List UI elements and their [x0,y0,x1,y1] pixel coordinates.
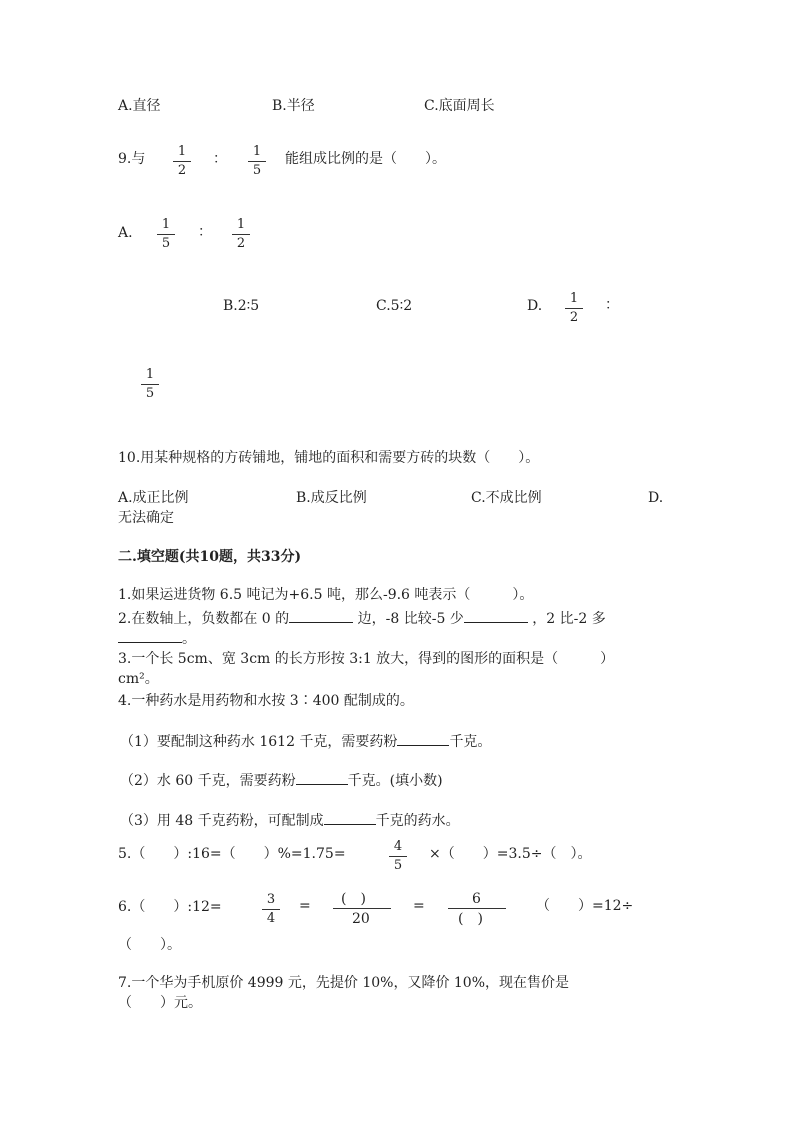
fraction-bar [157,234,175,235]
fill-q2-cont [118,628,196,648]
fill-q6-fraction-3-num: 6 [472,891,481,907]
fraction-bar [333,908,391,909]
q9-suffix: 能组成比例的是（ ）。 [285,151,446,167]
q9-fraction-1 [173,145,191,178]
fill-q6-equals-1: = [299,898,311,914]
fill-q3-unit: cm²。 [118,671,159,687]
fraction-numerator: 1 [177,144,187,159]
fraction-bar [565,308,583,309]
q9-option-a-fraction-1 [157,218,175,251]
fraction-denominator: 2 [569,310,579,325]
text-segment: 。 [182,631,196,647]
text-segment: 千克。 [449,734,492,750]
fraction-numerator: 1 [236,217,246,232]
answer-blank [397,731,449,746]
q10-question: 10.用某种规格的方砖铺地，铺地的面积和需要方砖的块数（ ）。 [118,450,540,466]
q9-option-a-fraction-2 [232,218,250,251]
fill-q6-fraction-2-num: ( ) [341,891,366,907]
fill-q6-fraction-1 [262,893,280,926]
q9-prefix: 9.与 [118,151,146,167]
fraction-numerator: 1 [145,367,155,382]
fill-q3: 3.一个长 5cm、宽 3cm 的长方形按 3:1 放大，得到的图形的面积是（ ） [118,651,615,667]
fill-q5-fraction [389,840,407,873]
q9-option-d-fraction-2 [141,368,159,401]
fill-q5-start: 5.（ ）:16=（ ）%=1.75= [118,846,346,862]
text-segment: （1）要配制这种药水 1612 千克，需要药粉 [120,734,398,750]
fraction-denominator: 4 [266,911,276,926]
q9-fraction-2 [248,145,266,178]
q10-option-d-label: D. [648,490,664,506]
fraction-numerator: 1 [161,217,171,232]
q9-option-d-fraction-1 [565,292,583,325]
fraction-bar [248,161,266,162]
q9-colon: ： [213,151,227,167]
q9-option-d-colon: ： [605,297,619,313]
fraction-denominator: 2 [236,236,246,251]
text-segment: ，2 比-2 多 [527,611,606,627]
answer-blank [296,770,348,785]
fill-q6-cont: （ ）。 [118,937,181,953]
fraction-denominator: 5 [393,858,403,873]
q10-option-a: A.成正比例 [118,490,189,506]
answer-blank [118,628,182,643]
fill-q6-fraction-2-den: 20 [352,911,370,927]
q10-option-c: C.不成比例 [471,490,542,506]
section-title: 二.填空题(共10题，共33分) [118,549,302,565]
fraction-denominator: 5 [161,236,171,251]
fill-q4-part2 [120,770,443,790]
fraction-denominator: 2 [177,163,187,178]
fraction-numerator: 4 [393,839,403,854]
text-segment: （2）水 60 千克，需要药粉 [120,773,296,789]
fraction-numerator: 3 [266,892,276,907]
fraction-bar [141,384,159,385]
answer-blank [289,608,353,623]
text-segment: （3）用 48 千克药粉，可配制成 [120,813,324,829]
fraction-bar [232,234,250,235]
fill-q4-part3 [120,810,460,830]
fraction-bar [389,856,407,857]
q8-option-c: C.底面周长 [424,98,495,114]
fill-q2 [118,608,606,628]
fill-q6-end: （ ）=12÷ [536,898,634,914]
q8-option-b: B.半径 [272,98,315,114]
q9-option-d-label: D. [527,298,543,314]
answer-blank [464,608,528,623]
q10-option-b: B.成反比例 [296,490,367,506]
q9-option-a-colon: ： [198,224,212,240]
fill-q1: 1.如果运进货物 6.5 吨记为+6.5 吨，那么-9.6 吨表示（ ）。 [118,587,534,603]
fraction-bar [173,161,191,162]
q9-option-a-label: A. [118,225,133,241]
fill-q7: 7.一个华为手机原价 4999 元，先提价 10%，又降价 10%，现在售价是 [118,975,570,991]
text-segment: 2.在数轴上，负数都在 0 的 [118,611,290,627]
fraction-numerator: 1 [569,291,579,306]
fraction-bar [448,908,506,909]
fraction-bar [262,909,280,910]
fraction-denominator: 5 [252,163,262,178]
text-segment: 边，-8 比较-5 少 [353,611,464,627]
q9-option-b: B.2∶5 [223,298,260,314]
fill-q6-equals-2: = [413,898,425,914]
fill-q4-part1 [120,731,491,751]
fill-q7-cont: （ ）元。 [118,995,202,1011]
fill-q4: 4.一种药水是用药物和水按 3∶400 配制成的。 [118,693,414,709]
fraction-denominator: 5 [145,386,155,401]
fill-q5-end: ×（ ）=3.5÷（ ）。 [429,846,592,862]
text-segment: 千克。(填小数) [347,773,443,789]
text-segment: 千克的药水。 [375,813,460,829]
q10-option-d-text: 无法确定 [118,510,174,526]
fraction-numerator: 1 [252,144,262,159]
fill-q6-fraction-3-den: ( ) [458,911,483,927]
q9-option-c: C.5∶2 [376,298,413,314]
answer-blank [324,810,376,825]
q8-option-a: A.直径 [118,98,161,114]
fill-q6-start: 6.（ ）:12= [118,899,222,915]
